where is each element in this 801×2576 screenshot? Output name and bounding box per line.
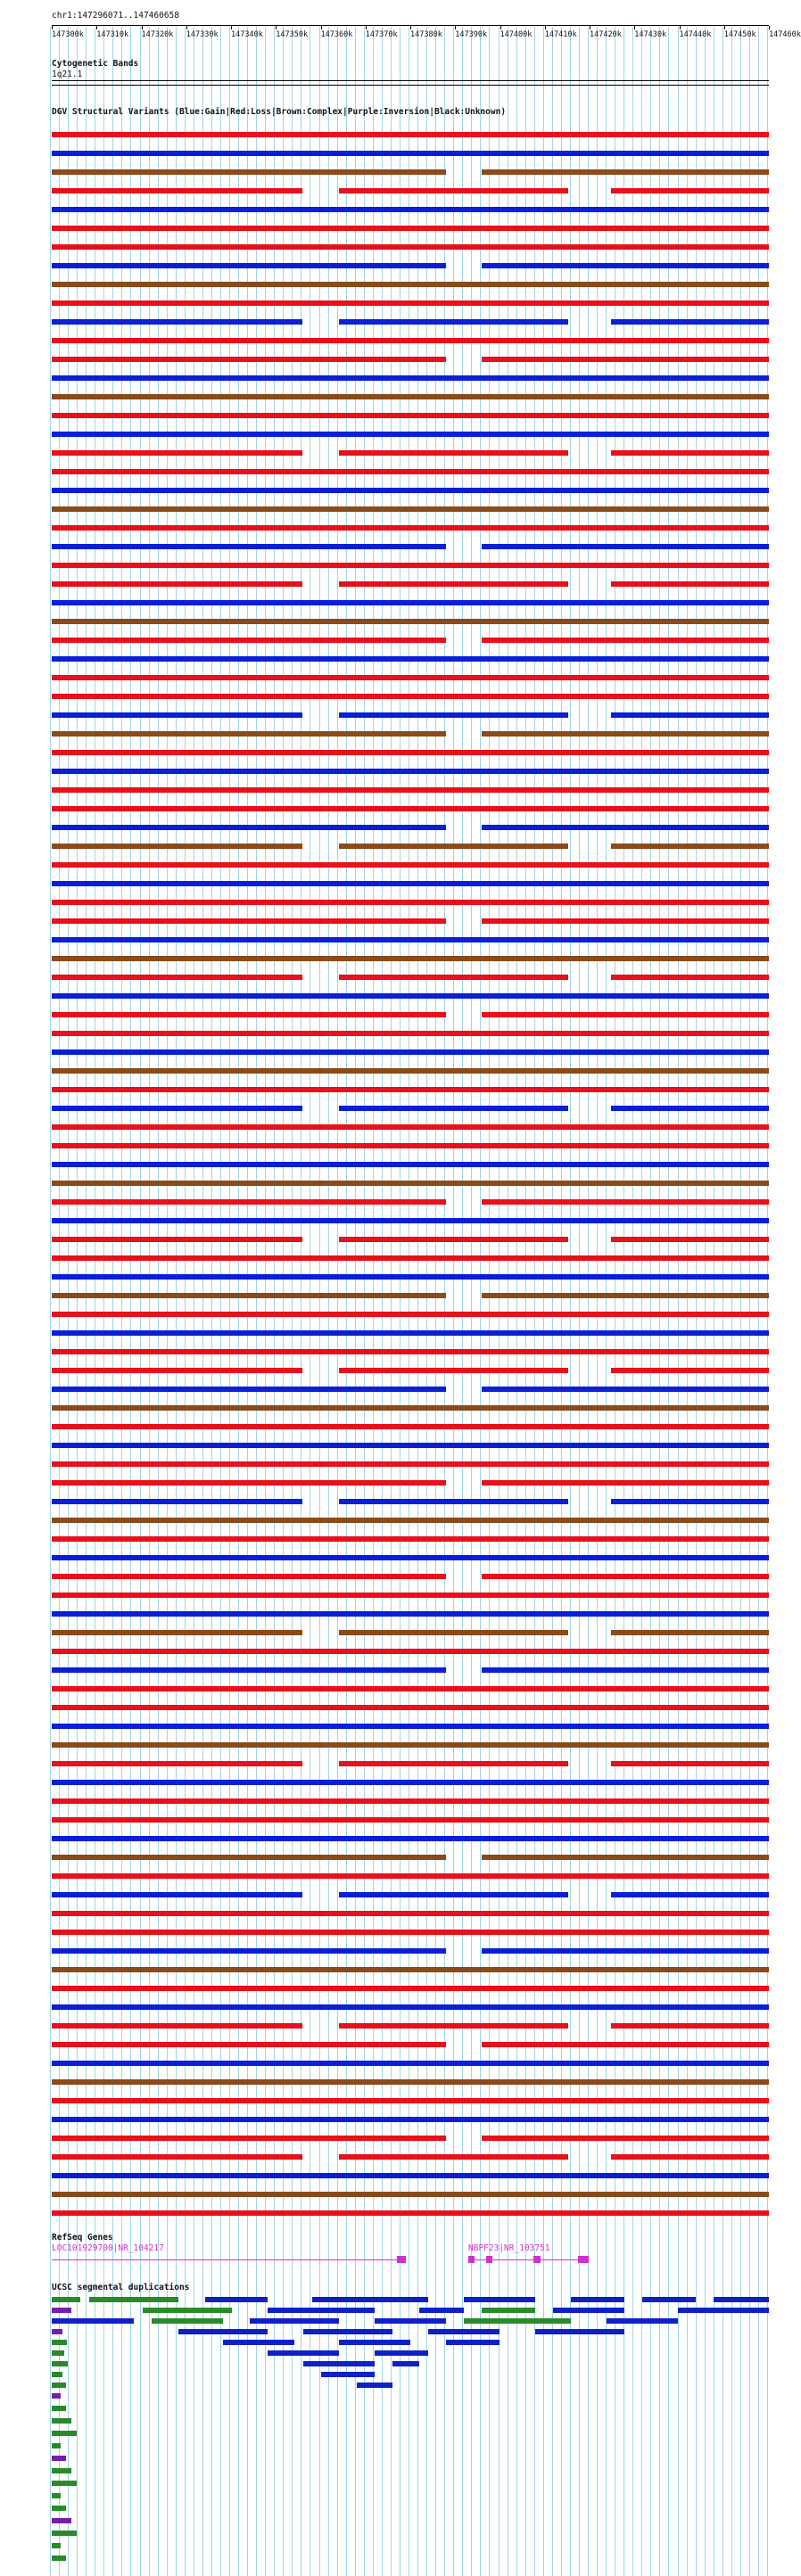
variant-bar[interactable] [339, 581, 568, 587]
variant-bar[interactable] [52, 544, 446, 549]
variant-bar[interactable] [52, 2136, 446, 2141]
variant-bar[interactable] [339, 1368, 568, 1373]
variant-bar[interactable] [52, 1686, 769, 1691]
variant-bar[interactable] [52, 2079, 769, 2085]
segdup-block[interactable] [89, 2297, 178, 2302]
variant-bar[interactable] [52, 207, 769, 212]
variant-bar[interactable] [611, 1892, 769, 1897]
variant-bar[interactable] [52, 1218, 769, 1223]
variant-bar[interactable] [52, 450, 302, 456]
segdup-block[interactable] [152, 2318, 223, 2324]
track-divider [52, 85, 769, 86]
variant-bar[interactable] [339, 188, 568, 193]
variant-bar[interactable] [52, 825, 446, 830]
variant-bar[interactable] [52, 1705, 769, 1710]
ruler-tick-label: 147430k [634, 30, 667, 39]
variant-bar[interactable] [339, 1106, 568, 1111]
ruler-tick-label: 147420k [590, 30, 622, 39]
variant-bar[interactable] [52, 1124, 769, 1130]
variant-bar[interactable] [482, 357, 769, 362]
variant-bar[interactable] [482, 1667, 769, 1673]
variant-bar[interactable] [52, 1049, 769, 1055]
variant-bar[interactable] [52, 731, 446, 737]
variant-bar[interactable] [52, 1387, 446, 1392]
segdup-block[interactable] [52, 2481, 77, 2486]
segdup-block[interactable] [52, 2329, 62, 2334]
segdup-block[interactable] [223, 2340, 294, 2345]
variant-bar[interactable] [52, 563, 769, 568]
segdup-block[interactable] [178, 2329, 268, 2334]
segdup-block[interactable] [357, 2383, 392, 2388]
variant-bar[interactable] [52, 1349, 769, 1354]
segdup-block[interactable] [464, 2318, 571, 2324]
locus-label: chr1:147296071..147460658 [52, 11, 179, 21]
variant-bar[interactable] [52, 413, 769, 418]
ruler-tick [500, 26, 501, 29]
variant-bar[interactable] [52, 1405, 769, 1411]
segdup-block[interactable] [482, 2308, 535, 2313]
variant-bar[interactable] [52, 1106, 302, 1111]
segdup-block[interactable] [52, 2297, 80, 2302]
variant-bar[interactable] [52, 282, 769, 287]
variant-bar[interactable] [52, 1649, 769, 1654]
variant-bar[interactable] [482, 169, 769, 175]
segdup-block[interactable] [553, 2308, 624, 2313]
variant-bar[interactable] [339, 450, 568, 456]
variant-bar[interactable] [611, 1368, 769, 1373]
segdup-block[interactable] [607, 2318, 678, 2324]
segdup-block[interactable] [321, 2372, 375, 2377]
ruler-tick-label: 147320k [141, 30, 174, 39]
variant-bar[interactable] [482, 731, 769, 737]
variant-bar[interactable] [52, 1611, 769, 1617]
ruler-tick [321, 26, 322, 29]
variant-bar[interactable] [611, 1237, 769, 1242]
variant-bar[interactable] [52, 918, 446, 924]
variant-bar[interactable] [52, 638, 446, 643]
variant-bar[interactable] [52, 2117, 769, 2122]
segdup-block[interactable] [52, 2340, 67, 2345]
ruler-tick-label: 147380k [410, 30, 442, 39]
variant-bar[interactable] [339, 712, 568, 718]
variant-bar[interactable] [611, 844, 769, 849]
variant-bar[interactable] [52, 394, 769, 399]
variant-bar[interactable] [52, 1798, 769, 1804]
variant-bar[interactable] [52, 1817, 769, 1823]
variant-bar[interactable] [482, 825, 769, 830]
variant-bar[interactable] [52, 787, 769, 793]
variant-bar[interactable] [52, 300, 769, 306]
segdup-block[interactable] [392, 2361, 419, 2366]
ruler-tick [455, 26, 456, 29]
variant-bar[interactable] [339, 1761, 568, 1766]
segdup-block[interactable] [678, 2308, 769, 2313]
ruler-tick [769, 26, 770, 29]
variant-bar[interactable] [52, 1181, 769, 1186]
segdup-block[interactable] [52, 2361, 68, 2366]
variant-bar[interactable] [52, 263, 446, 268]
variant-bar[interactable] [52, 1087, 769, 1092]
ruler-tick [96, 26, 97, 29]
refseq-gene-label[interactable]: NBPF23|NR_103751 [468, 2243, 550, 2253]
variant-bar[interactable] [482, 2042, 769, 2047]
variant-bar[interactable] [52, 1480, 446, 1486]
variant-bar[interactable] [611, 1761, 769, 1766]
segdup-block[interactable] [375, 2318, 446, 2324]
variant-bar[interactable] [52, 1836, 769, 1841]
variant-bar[interactable] [52, 1873, 769, 1879]
segdup-block[interactable] [52, 2493, 61, 2498]
variant-bar[interactable] [339, 1630, 568, 1635]
variant-bar[interactable] [339, 975, 568, 980]
segdup-block[interactable] [52, 2531, 77, 2536]
variant-bar[interactable] [52, 675, 769, 680]
variant-bar[interactable] [52, 1667, 446, 1673]
variant-bar[interactable] [52, 619, 769, 624]
variant-bar[interactable] [52, 900, 769, 905]
variant-bar[interactable] [52, 1031, 769, 1036]
segdup-block[interactable] [143, 2308, 232, 2313]
variant-bar[interactable] [52, 844, 302, 849]
ruler-tick [634, 26, 635, 29]
variant-bar[interactable] [52, 1780, 769, 1785]
segdup-block[interactable] [428, 2329, 500, 2334]
segdup-block[interactable] [52, 2308, 71, 2313]
variant-bar[interactable] [52, 1143, 769, 1148]
ruler-tick [231, 26, 232, 29]
ruler-tick-label: 147410k [544, 30, 577, 39]
segdup-block[interactable] [419, 2308, 464, 2313]
variant-bar[interactable] [52, 1424, 769, 1429]
variant-bar[interactable] [52, 1443, 769, 1448]
variant-bar[interactable] [52, 1911, 769, 1916]
variant-bar[interactable] [52, 2023, 302, 2029]
variant-bar[interactable] [52, 506, 769, 512]
variant-bar[interactable] [52, 1555, 769, 1560]
segdup-block[interactable] [52, 2372, 62, 2377]
variant-bar[interactable] [52, 151, 769, 156]
variant-bar[interactable] [482, 638, 769, 643]
variant-bar[interactable] [52, 1199, 446, 1205]
segdup-block[interactable] [339, 2340, 410, 2345]
segdup-track-title: UCSC segmental duplications [52, 2283, 190, 2292]
variant-bar[interactable] [52, 525, 769, 531]
variant-bar[interactable] [52, 226, 769, 231]
ruler-tick-label: 147340k [231, 30, 263, 39]
variant-bar[interactable] [52, 1461, 769, 1467]
variant-bar[interactable] [52, 1518, 769, 1523]
variant-bar[interactable] [52, 1948, 446, 1954]
variant-bar[interactable] [482, 544, 769, 549]
variant-bar[interactable] [52, 338, 769, 343]
variant-bar[interactable] [52, 2192, 769, 2197]
variant-bar[interactable] [339, 2023, 568, 2029]
ruler-tick [724, 26, 725, 29]
segdup-block[interactable] [464, 2297, 535, 2302]
variant-bar[interactable] [52, 1293, 446, 1298]
variant-bar[interactable] [52, 1630, 302, 1635]
variant-bar[interactable] [52, 188, 302, 193]
ruler-tick-label: 147400k [500, 30, 533, 39]
variant-bar[interactable] [52, 2042, 446, 2047]
variant-bar[interactable] [52, 1967, 769, 1972]
variant-bar[interactable] [52, 956, 769, 961]
segdup-block[interactable] [446, 2340, 500, 2345]
variant-bar[interactable] [52, 1593, 769, 1598]
ruler-tick [366, 26, 367, 29]
variant-bar[interactable] [52, 1499, 302, 1504]
variant-bar[interactable] [52, 132, 769, 137]
variant-bar[interactable] [52, 244, 769, 250]
ruler-tick-label: 147360k [320, 30, 353, 39]
segdup-block[interactable] [52, 2393, 61, 2399]
variant-bar[interactable] [482, 263, 769, 268]
segdup-block[interactable] [52, 2406, 66, 2411]
variant-bar[interactable] [611, 581, 769, 587]
variant-bar[interactable] [52, 1330, 769, 1336]
variant-bar[interactable] [339, 1499, 568, 1504]
variant-bar[interactable] [482, 1948, 769, 1954]
variant-bar[interactable] [482, 1199, 769, 1205]
ruler-tick [52, 26, 53, 29]
segdup-block[interactable] [714, 2297, 769, 2302]
variant-bar[interactable] [52, 975, 302, 980]
variant-bar[interactable] [52, 750, 769, 755]
variant-bar[interactable] [52, 1892, 302, 1897]
ruler-tick [545, 26, 546, 29]
segdup-block[interactable] [375, 2350, 428, 2356]
segdup-block[interactable] [52, 2350, 64, 2356]
variant-bar[interactable] [611, 1499, 769, 1504]
variant-bar[interactable] [52, 1012, 446, 1017]
variant-bar[interactable] [52, 469, 769, 474]
ruler-tick [410, 26, 411, 29]
variant-bar[interactable] [52, 806, 769, 811]
segdup-block[interactable] [303, 2361, 375, 2366]
segdup-block[interactable] [52, 2431, 77, 2436]
variant-bar[interactable] [611, 188, 769, 193]
variant-bar[interactable] [482, 1855, 769, 1860]
segdup-block[interactable] [535, 2329, 624, 2334]
ruler-tick [186, 26, 187, 29]
ruler-tick-label: 147350k [276, 30, 309, 39]
ruler-tick [142, 26, 143, 29]
ruler-tick-label: 147450k [723, 30, 756, 39]
segdup-block[interactable] [52, 2383, 66, 2388]
segdup-block[interactable] [52, 2506, 66, 2511]
variant-bar[interactable] [611, 319, 769, 325]
segdup-block[interactable] [52, 2543, 61, 2548]
variant-bar[interactable] [52, 1312, 769, 1317]
variant-bar[interactable] [52, 432, 769, 437]
gene-exon[interactable] [578, 2256, 589, 2263]
segdup-block[interactable] [52, 2468, 71, 2473]
gene-intron-line[interactable] [52, 2259, 406, 2260]
segdup-block[interactable] [250, 2318, 339, 2324]
segdup-block[interactable] [312, 2297, 428, 2302]
variant-bar[interactable] [482, 1480, 769, 1486]
variant-bar[interactable] [52, 712, 302, 718]
variant-bar[interactable] [52, 1986, 769, 1991]
variant-bar[interactable] [52, 937, 769, 942]
variant-bar[interactable] [52, 2154, 302, 2160]
segdup-block[interactable] [268, 2350, 339, 2356]
variant-bar[interactable] [339, 844, 568, 849]
cytoband-bar[interactable] [52, 80, 769, 81]
ruler-tick [276, 26, 277, 29]
ruler-tick-label: 147370k [365, 30, 398, 39]
segdup-block[interactable] [571, 2297, 624, 2302]
ruler-tick-label: 147460k [769, 30, 801, 39]
variant-bar[interactable] [339, 1237, 568, 1242]
refseq-gene-label[interactable]: LOC101929700|NR_104217 [52, 2243, 164, 2253]
refseq-track-title: RefSeq Genes [52, 2233, 113, 2243]
segdup-block[interactable] [52, 2418, 71, 2424]
gene-exon[interactable] [533, 2256, 541, 2263]
variant-bar[interactable] [611, 450, 769, 456]
segdup-block[interactable] [268, 2308, 375, 2313]
variant-bar[interactable] [611, 2154, 769, 2160]
variant-bar[interactable] [52, 1237, 302, 1242]
variant-bar[interactable] [52, 881, 769, 886]
cytoband-track-title: Cytogenetic Bands [52, 59, 139, 69]
segdup-block[interactable] [52, 2443, 61, 2448]
variant-bar[interactable] [52, 1761, 302, 1766]
ruler-tick [680, 26, 681, 29]
variant-bar[interactable] [611, 2023, 769, 2029]
gene-exon[interactable] [468, 2256, 475, 2263]
variant-bar[interactable] [611, 712, 769, 718]
variant-bar[interactable] [52, 1930, 769, 1935]
variant-bar[interactable] [52, 1724, 769, 1729]
variant-bar[interactable] [611, 1630, 769, 1635]
variant-bar[interactable] [52, 993, 769, 999]
variant-bar[interactable] [52, 1274, 769, 1280]
variant-bar[interactable] [482, 2136, 769, 2141]
variant-bar[interactable] [52, 2004, 769, 2010]
variant-bar[interactable] [482, 1012, 769, 1017]
variant-bar[interactable] [611, 975, 769, 980]
segdup-block[interactable] [52, 2518, 71, 2523]
variant-bar[interactable] [52, 319, 302, 325]
segdup-block[interactable] [52, 2318, 134, 2324]
variant-bar[interactable] [339, 2154, 568, 2160]
variant-bar[interactable] [339, 1892, 568, 1897]
variant-bar[interactable] [482, 1387, 769, 1392]
grid-line [50, 27, 51, 2576]
ruler-tick-label: 147440k [679, 30, 712, 39]
gene-exon[interactable] [397, 2256, 406, 2263]
variant-bar[interactable] [52, 656, 769, 662]
dgv-track-title: DGV Structural Variants (Blue:Gain|Red:Loss|Brown:Complex|Purple:Inversion|Black:Unknown) [52, 107, 507, 117]
ruler-tick-label: 147300k [52, 30, 84, 39]
segdup-block[interactable] [52, 2555, 66, 2561]
variant-bar[interactable] [52, 862, 769, 868]
variant-bar[interactable] [52, 169, 446, 175]
variant-bar[interactable] [52, 2173, 769, 2178]
ruler-tick-label: 147390k [455, 30, 488, 39]
segdup-block[interactable] [642, 2297, 696, 2302]
variant-bar[interactable] [52, 2210, 769, 2216]
variant-bar[interactable] [339, 319, 568, 325]
variant-bar[interactable] [482, 918, 769, 924]
variant-bar[interactable] [52, 1536, 769, 1542]
variant-bar[interactable] [52, 1255, 769, 1261]
variant-bar[interactable] [52, 1855, 446, 1860]
variant-bar[interactable] [52, 2098, 769, 2103]
variant-bar[interactable] [52, 488, 769, 493]
segdup-block[interactable] [303, 2329, 392, 2334]
variant-bar[interactable] [52, 1574, 446, 1579]
variant-bar[interactable] [52, 694, 769, 699]
variant-bar[interactable] [52, 357, 446, 362]
variant-bar[interactable] [52, 2061, 769, 2066]
variant-bar[interactable] [52, 769, 769, 774]
variant-bar[interactable] [482, 1293, 769, 1298]
cytoband-label[interactable]: 1q21.1 [52, 70, 83, 79]
variant-bar[interactable] [611, 1106, 769, 1111]
variant-bar[interactable] [52, 1742, 769, 1748]
variant-bar[interactable] [52, 1162, 769, 1167]
variant-bar[interactable] [52, 600, 769, 605]
gene-exon[interactable] [486, 2256, 492, 2263]
ruler-tick-label: 147310k [96, 30, 129, 39]
variant-bar[interactable] [52, 375, 769, 381]
variant-bar[interactable] [52, 581, 302, 587]
segdup-block[interactable] [205, 2297, 268, 2302]
ruler-tick-label: 147330k [186, 30, 219, 39]
variant-bar[interactable] [52, 1368, 302, 1373]
segdup-block[interactable] [52, 2456, 66, 2461]
variant-bar[interactable] [482, 1574, 769, 1579]
variant-bar[interactable] [52, 1068, 769, 1074]
